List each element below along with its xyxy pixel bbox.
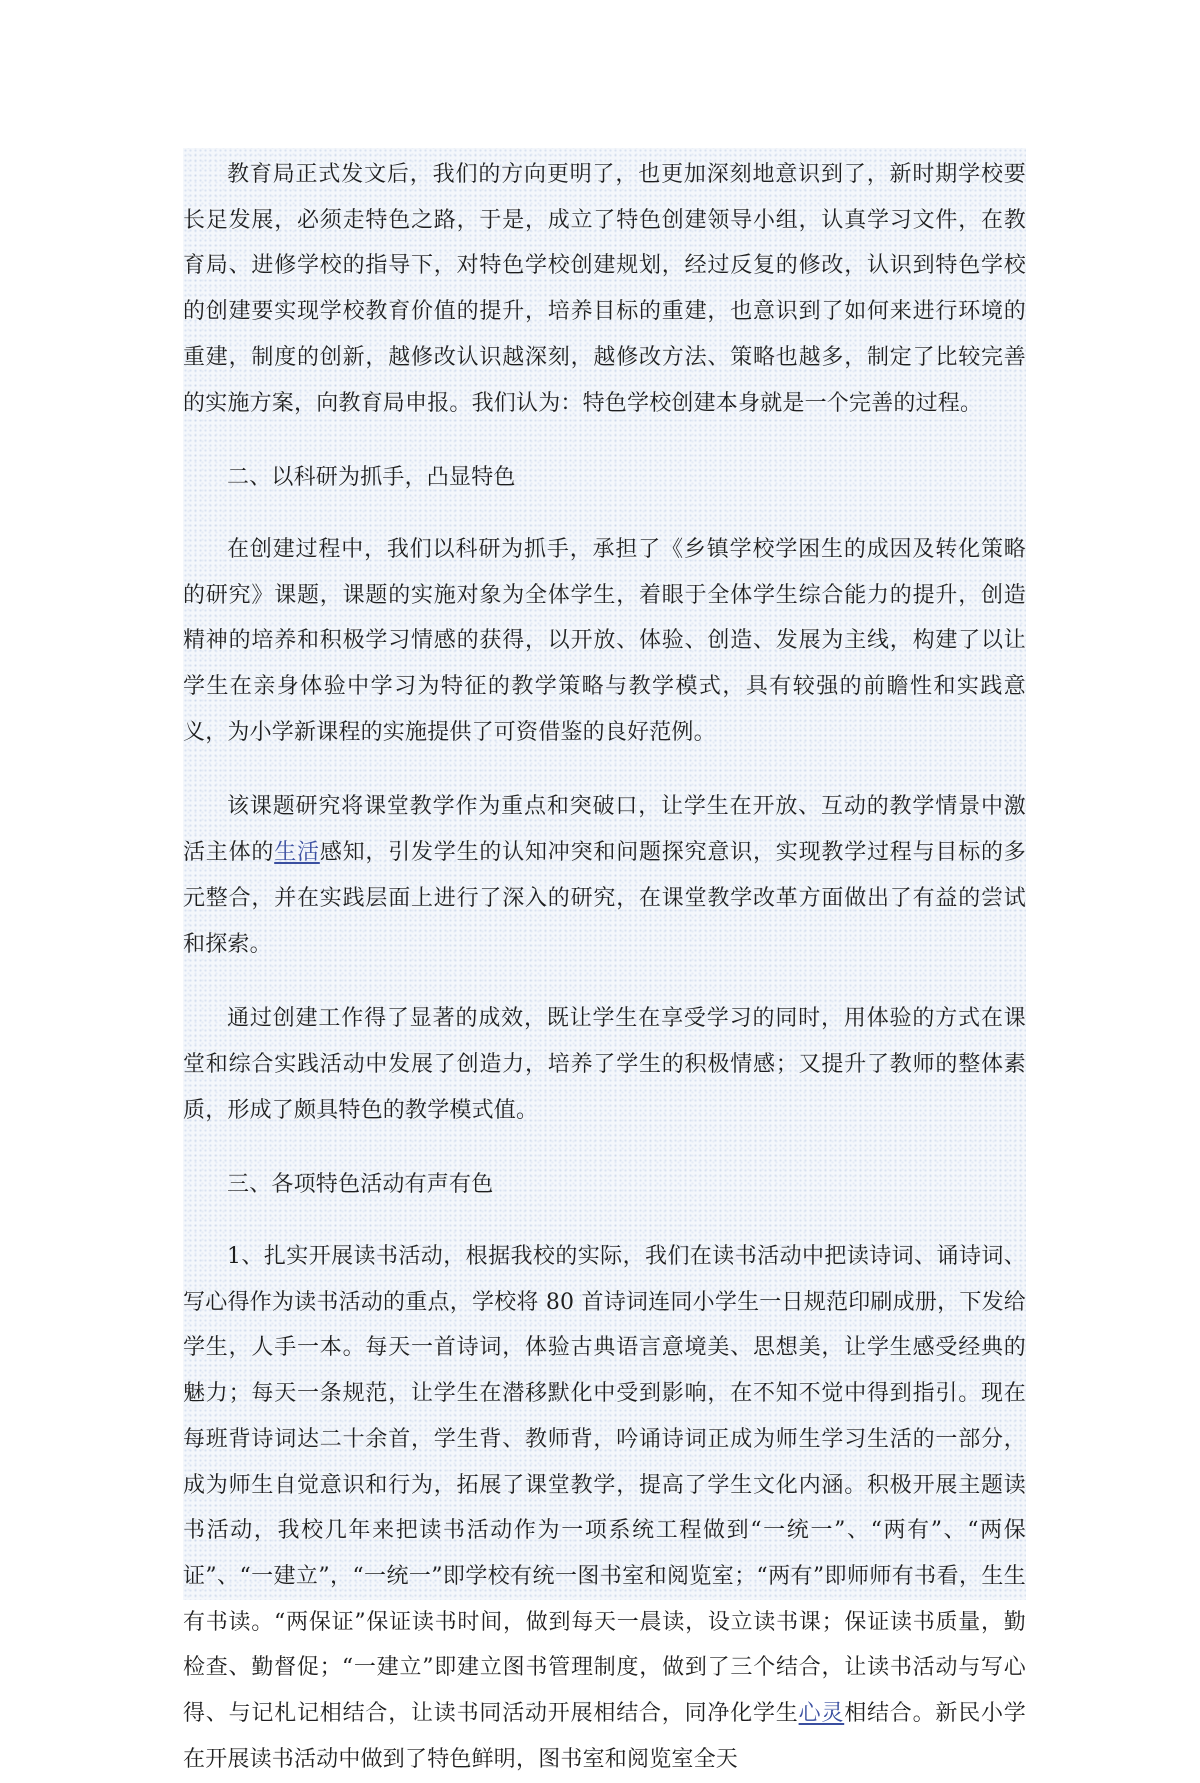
paragraph-classroom-text-b: 感知，引发学生的认知冲突和问题探究意识，实现教学过程与目标的多元整合，并在实践层面上进行了深入的研究，在课堂教学改革方面做出了有益的尝试和探索。 — [183, 840, 1026, 957]
paragraph-results: 通过创建工作得了显著的成效，既让学生在享受学习的同时，用体验的方式在课堂和综合实践活动中发展了创造力，培养了学生的积极情感；又提升了教师的整体素质，形成了颇具特色的教学模式值。 — [183, 1006, 1026, 1123]
section-heading-2: 二、以科研为抓手，凸显特色 — [227, 465, 516, 491]
paragraph-reading — [183, 1234, 1026, 1782]
paragraph-intro: 教育局正式发文后，我们的方向更明了，也更加深刻地意识到了，新时期学校要长足发展，必须走特色之路，于是，成立了特色创建领导小组，认真学习文件，在教育局、进修学校的指导下，对特色学校创建规划，经过反复的修改，认识到特色学校的创建要实现学校教育价值的提升，培养目标的重建，也意识到了如何来进行环境的重建，制度的创新，越修改认识越深刻，越修改方法、策略也越多，制定了比较完善的实施方案，向教育局申报。我们认为：特色学校创建本身就是一个完善的过程。 — [183, 162, 1026, 416]
paragraph-classroom-text-a: 该课题研究将课堂教学作为重点和突破口，让学生在开放、互动的教学情景中激活主体的 — [183, 794, 1026, 866]
paragraph-reading-text-a: 1、扎实开展读书活动，根据我校的实际，我们在读书活动中把读诗词、诵诗词、写心得作为读书活动的重点，学校将 80 首诗词连同小学生一日规范印刷成册，下发给学生，人手一本。每天一首诗词，体验古典语言意境美、思想美，让学生感受经典的魅力；每天一条规范，让学生在潜移默化中受到影响，在不知不觉中得到指引。现在每班背诗词达二十余首，学生背、教师背，吟诵诗词正成为师生学习生活的一部分，成为师生自觉意识和行为，拓展了课堂教学，提高了学生文化内涵。积极开展主题读书活动，我校几年来把读书活动作为一项系统工程做到“一统一”、“两有”、“两保证”、“一建立”，“一统一”即学校有统一图书室和阅览室；“两有”即师师有书看，生生有书读。“两保证”保证读书时间，做到每天一晨读，设立读书课；保证读书质量，勤检查、勤督促；“一建立”即建立图书管理制度，做到了三个结合，让读书活动与写心得、与记札记相结合，让读书同活动开展相结合，同净化学生 — [183, 1244, 1026, 1727]
link-xinling[interactable]: 心灵 — [798, 1701, 845, 1727]
paragraph-classroom — [183, 784, 1026, 967]
link-shenghuo[interactable]: 生活 — [274, 840, 320, 866]
section-heading-3: 三、各项特色活动有声有色 — [227, 1172, 494, 1198]
paragraph-research: 在创建过程中，我们以科研为抓手，承担了《乡镇学校学困生的成因及转化策略的研究》课题，课题的实施对象为全体学生，着眼于全体学生综合能力的提升，创造精神的培养和积极学习情感的获得，以开放、体验、创造、发展为主线，构建了以让学生在亲身体验中学习为特征的教学策略与教学模式，具有较强的前瞻性和实践意义，为小学新课程的实施提供了可资借鉴的良好范例。 — [183, 536, 1026, 745]
document-body — [183, 148, 1026, 1772]
paragraph-reading-text-b: 相结合。新民小学在开展读书活动中做到了特色鲜明，图书室和阅览室全天 — [183, 1701, 1026, 1772]
